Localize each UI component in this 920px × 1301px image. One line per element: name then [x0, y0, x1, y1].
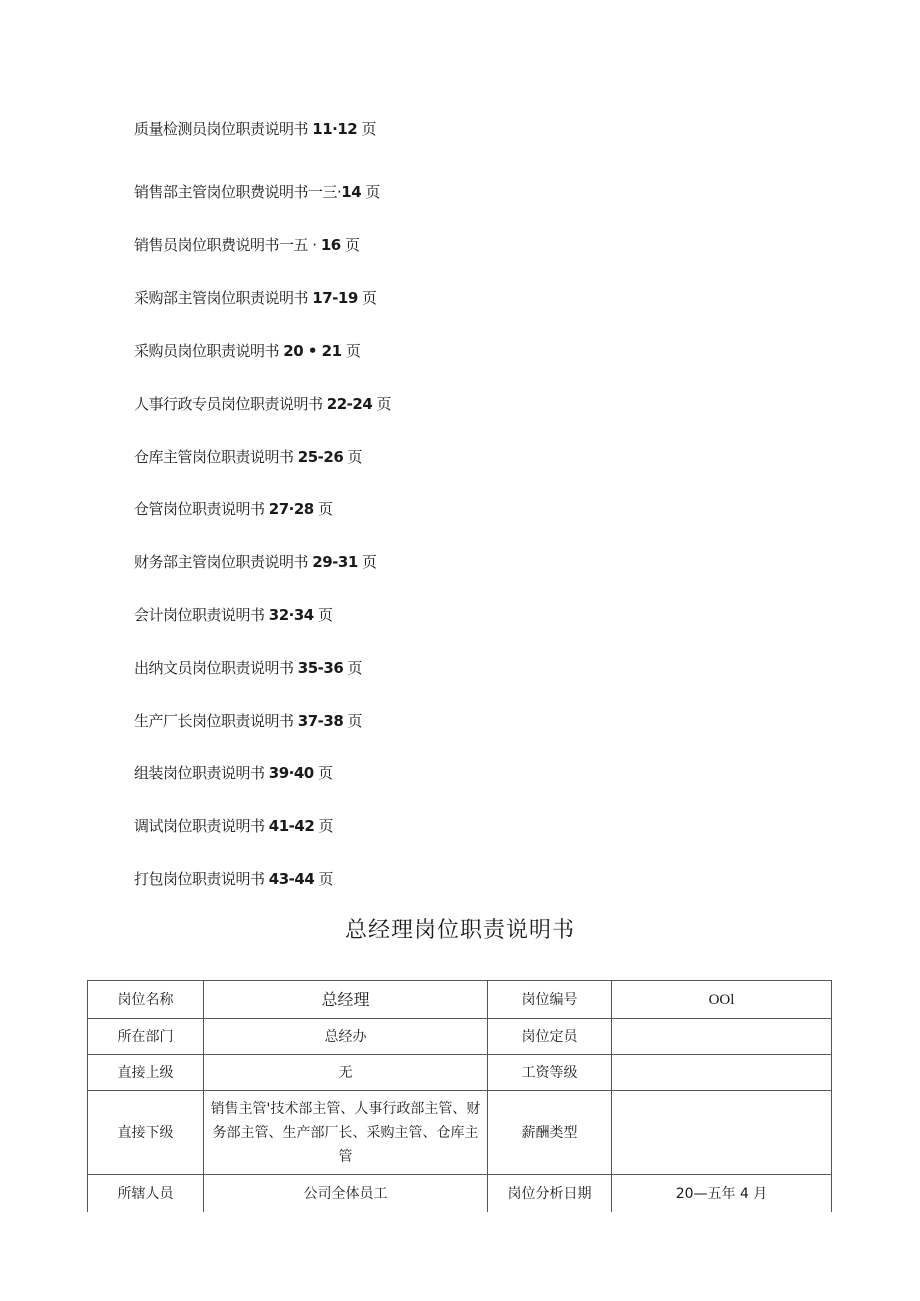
- job-info-table: [87, 980, 832, 1212]
- toc-item: 打包岗位职责说明书 43-44 页: [134, 870, 334, 888]
- toc-item: 仓库主管岗位职责说明书 25-26 页: [134, 448, 363, 466]
- label-cell: 岗位分析日期: [488, 1175, 612, 1213]
- value-cell: 公司全体员工: [204, 1175, 488, 1213]
- label-cell: 岗位编号: [488, 981, 612, 1019]
- toc-item: 销售员岗位职费说明书一五 · 16 页: [134, 236, 360, 254]
- label-cell: 工资等级: [488, 1055, 612, 1091]
- toc-item: 会计岗位职责说明书 32·34 页: [134, 606, 333, 624]
- table-row: [88, 1091, 832, 1175]
- value-cell: 总经办: [204, 1019, 488, 1055]
- value-cell: OOl: [612, 981, 832, 1019]
- value-cell: 销售主管'技术部主管、人事行政部主管、财务部主管、生产部厂长、采购主管、仓库主管: [204, 1091, 488, 1175]
- value-cell: 无: [204, 1055, 488, 1091]
- label-cell: 直接上级: [88, 1055, 204, 1091]
- value-cell: [612, 1091, 832, 1175]
- label-cell: 岗位名称: [88, 981, 204, 1019]
- toc-item: 销售部主管岗位职费说明书一三·14 页: [134, 183, 380, 201]
- table-row: [88, 981, 832, 1019]
- toc-item: 出纳文员岗位职责说明书 35-36 页: [134, 659, 363, 677]
- toc-item: 生产厂长岗位职责说明书 37-38 页: [134, 712, 363, 730]
- toc-item: 仓管岗位职责说明书 27·28 页: [134, 500, 333, 518]
- value-cell: [612, 1019, 832, 1055]
- toc-item: 采购部主管岗位职责说明书 17-19 页: [134, 289, 377, 307]
- toc-item: 调试岗位职责说明书 41-42 页: [134, 817, 334, 835]
- value-cell: 总经理: [204, 981, 488, 1019]
- toc-item: 组装岗位职责说明书 39·40 页: [134, 764, 333, 782]
- toc-item: 质量检测员岗位职责说明书 11·12 页: [134, 120, 377, 138]
- table-row: [88, 1019, 832, 1055]
- document-title: 总经理岗位职责说明书: [344, 918, 575, 943]
- toc-item: 人事行政专员岗位职责说明书 22-24 页: [134, 395, 392, 413]
- label-cell: 岗位定员: [488, 1019, 612, 1055]
- label-cell: 所辖人员: [88, 1175, 204, 1213]
- table-row: [88, 1055, 832, 1091]
- value-cell: [612, 1055, 832, 1091]
- label-cell: 薪酬类型: [488, 1091, 612, 1175]
- toc-item: 采购员岗位职责说明书 20 • 21 页: [134, 342, 361, 360]
- label-cell: 所在部门: [88, 1019, 204, 1055]
- label-cell: 直接下级: [88, 1091, 204, 1175]
- toc-item: 财务部主管岗位职责说明书 29-31 页: [134, 553, 377, 571]
- table-row: [88, 1175, 832, 1213]
- value-cell: 20—五年 4 月: [612, 1175, 832, 1213]
